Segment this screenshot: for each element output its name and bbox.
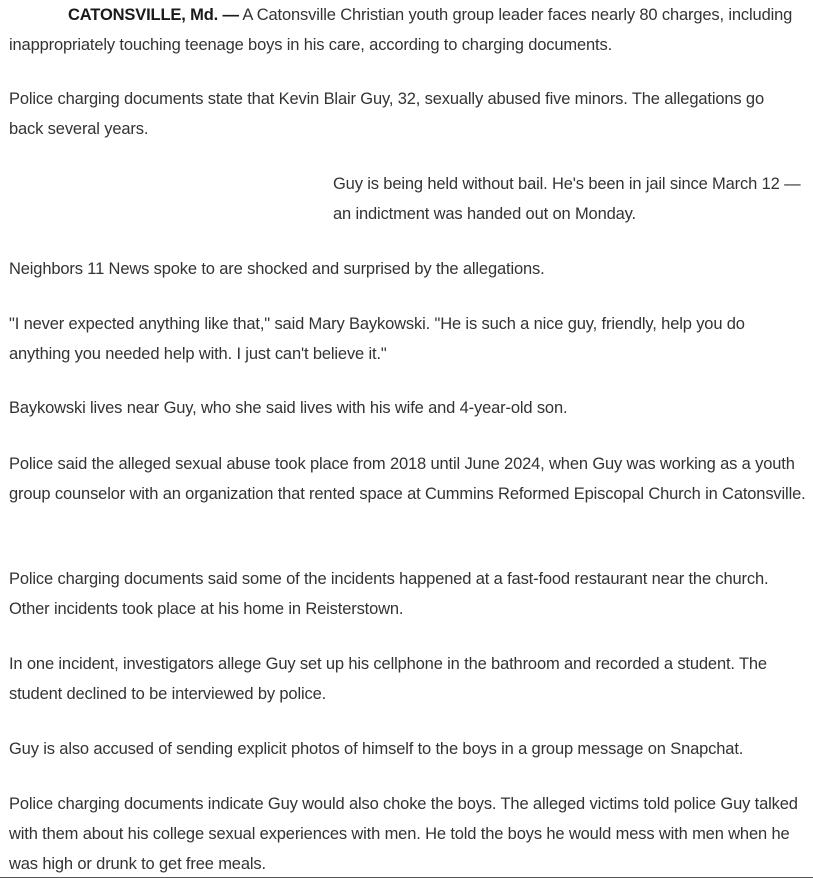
article-paragraph-7: Police said the alleged sexual abuse took place from 2018 until June 2024, when Guy was working as a youth group counselor with an organization that rented space at Cummins Reformed Episcopal Church in Catonsville.	[9, 455, 806, 503]
article-paragraph-3: Guy is being held without bail. He's been in jail since March 12 — an indictment was handed out on Monday.	[333, 175, 801, 223]
article-paragraph-4: Neighbors 11 News spoke to are shocked and surprised by the allegations.	[9, 260, 545, 278]
article-paragraph-6: Baykowski lives near Guy, who she said lives with his wife and 4-year-old son.	[9, 399, 568, 417]
paragraph-1-text: A Catonsville Christian youth group leader faces nearly 80 charges, including inappropriately touching teenage boys in his care, according to charging documents.	[9, 6, 793, 54]
article-paragraph-11: Police charging documents indicate Guy would also choke the boys. The alleged victims told police Guy talked with them about his college sexual experiences with men. He told the boys he would mess with men when he was high or drunk to get free meals.	[9, 795, 798, 873]
article-paragraph-9: In one incident, investigators allege Guy set up his cellphone in the bathroom and recorded a student. The student declined to be interviewed by police.	[9, 655, 767, 703]
article-paragraph-2: Police charging documents state that Kevin Blair Guy, 32, sexually abused five minors. The allegations go back several years.	[9, 90, 764, 138]
article-paragraph-1	[9, 0, 799, 60]
article-paragraph-5: "I never expected anything like that," said Mary Baykowski. "He is such a nice guy, friendly, help you do anything you needed help with. I just can't believe it."	[9, 315, 745, 363]
article-paragraph-8: Police charging documents said some of the incidents happened at a fast-food restaurant near the church. Other incidents took place at his home in Reisterstown.	[9, 570, 769, 618]
dateline: CATONSVILLE, Md. —	[68, 6, 239, 24]
article-paragraph-10: Guy is also accused of sending explicit photos of himself to the boys in a group message on Snapchat.	[9, 740, 744, 758]
